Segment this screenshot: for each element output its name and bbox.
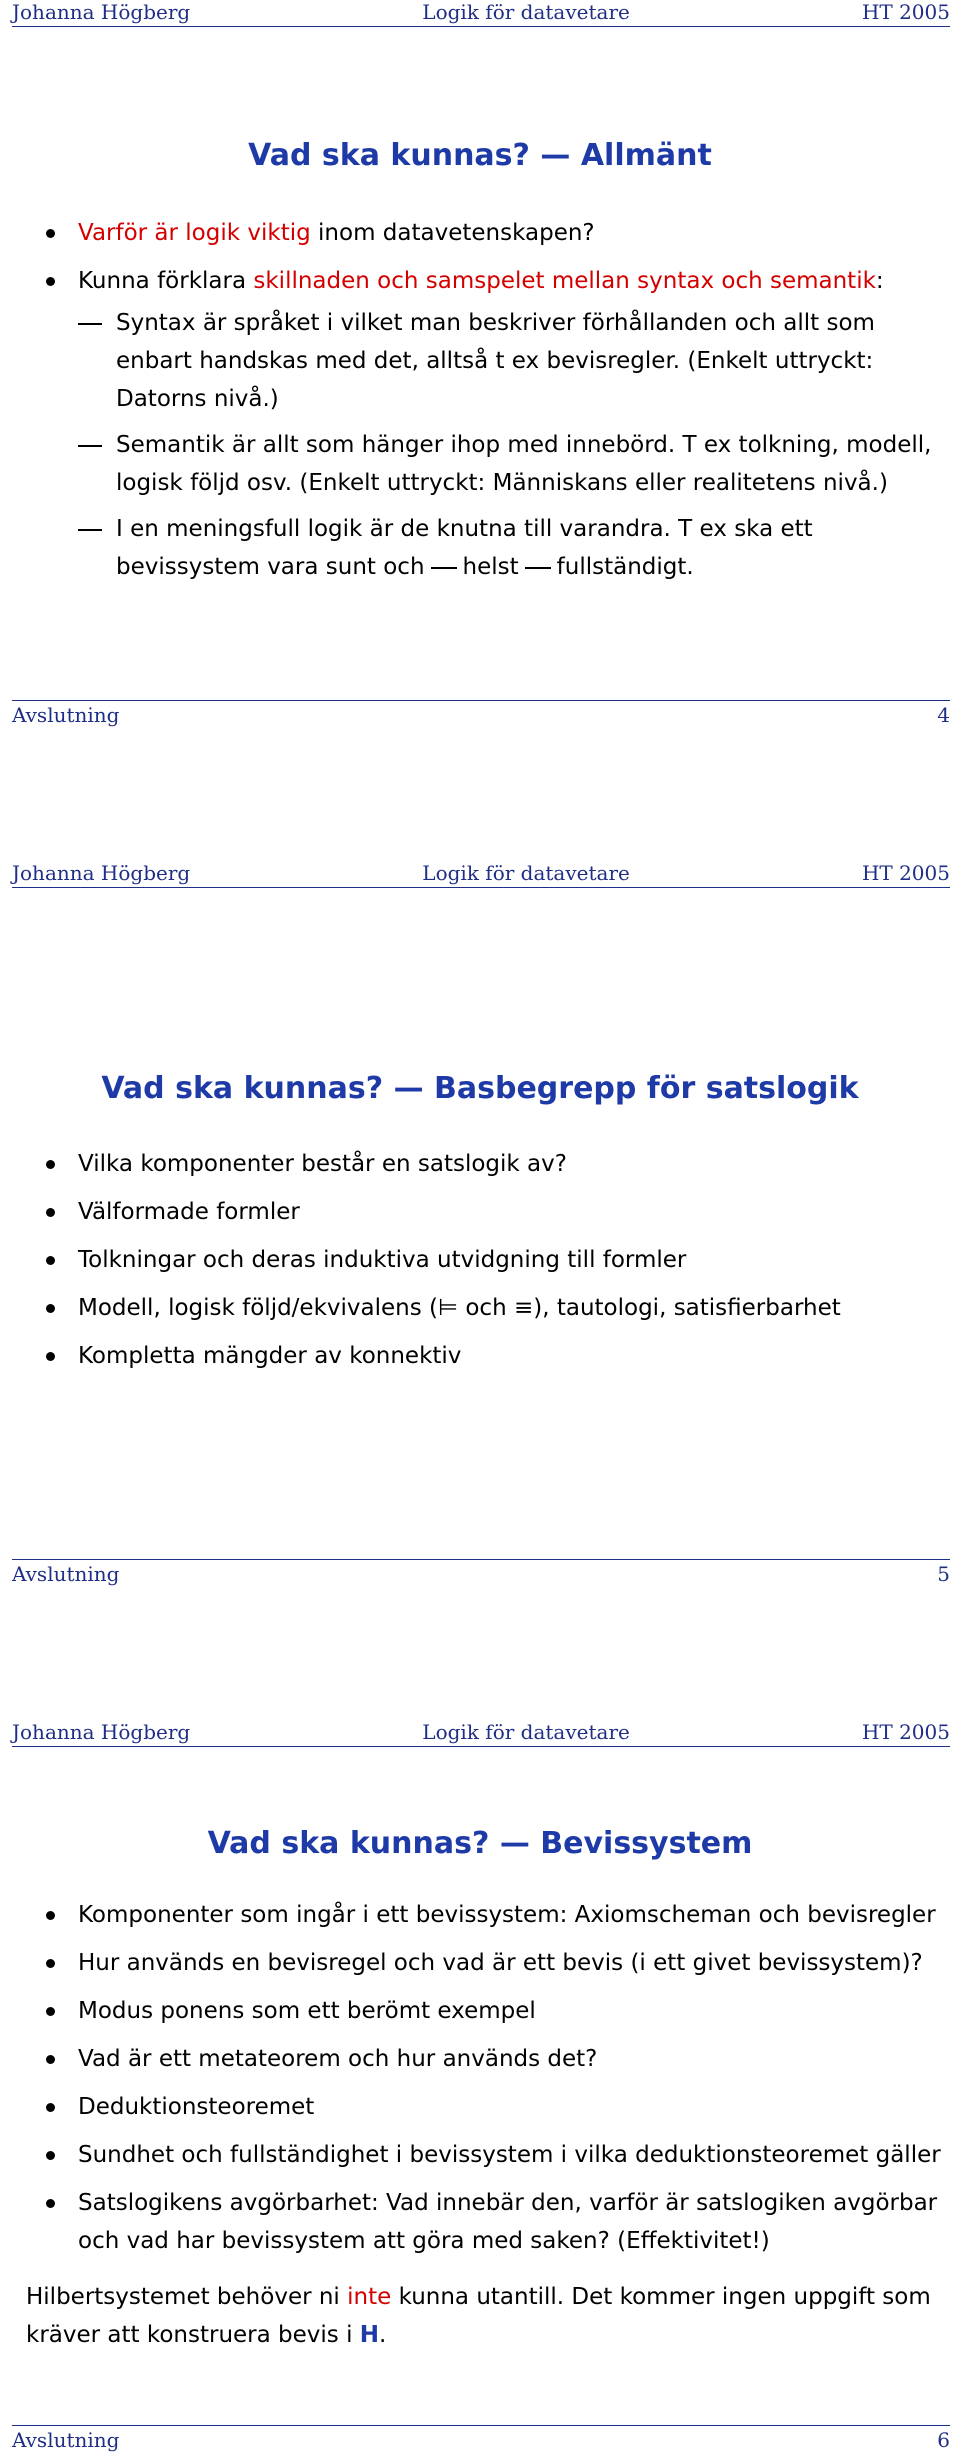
footer-section: Avslutning [12,2428,120,2452]
list-item: Vad är ett metateorem och hur används det? [40,2040,946,2078]
header-course: Logik för datavetare [422,1720,630,1744]
page-number: 5 [937,1562,950,1586]
slide-footer [12,700,950,727]
slide-5 [0,861,960,1722]
slide-header [12,1720,950,1747]
sub-item: I en meningsfull logik är de knutna till varandra. T ex ska ett bevissystem vara sunt och helst fullständigt. [78,510,940,586]
slide-footer [12,1559,950,1586]
slide-title: Vad ska kunnas? — Allmänt [248,138,712,173]
slide-header [12,0,950,27]
slide-6 [0,1720,960,2459]
page-number: 4 [937,703,950,727]
list-item: Tolkningar och deras induktiva utvidgning till formler [40,1241,940,1279]
bullet-list [40,214,940,596]
footer-section: Avslutning [12,1562,120,1586]
slide-title: Vad ska kunnas? — Basbegrepp för satslogik [101,1071,859,1106]
slide-title: Vad ska kunnas? — Bevissystem [207,1826,753,1861]
list-item: Deduktionsteoremet [40,2088,946,2126]
list-item: Vilka komponenter består en satslogik av? [40,1145,940,1183]
dash-glyph [431,567,457,569]
sub-list [78,304,940,586]
list-item: Komponenter som ingår i ett bevissystem: Axiomscheman och bevisregler [40,1896,946,1934]
list-item: Modus ponens som ett berömt exempel [40,1992,946,2030]
header-author: Johanna Högberg [12,861,191,885]
list-item: Kunna förklara skillnaden och samspelet mellan syntax och semantik: Syntax är språket i vilket man beskriver förhållanden och allt som enbart handskas med det, alltså t ex bevisregler. (Enkelt uttryckt: Datorns nivå.) Semantik är allt som hänger ihop med innebörd. T ex tolkning, modell, logisk följd osv. (Enkelt uttryckt: Människans eller realitetens nivå.) I en meningsfull logik är de knutna till varandra. T ex ska ett bevissystem vara sunt och helst fullständigt. [40,262,940,586]
bullet-list [40,1896,946,2270]
closing-paragraph: Hilbertsystemet behöver ni inte kunna utantill. Det kommer ingen uppgift som kräver att konstruera bevis i H. [26,2284,931,2348]
header-author: Johanna Högberg [12,0,191,24]
page-number: 6 [937,2428,950,2452]
header-term: HT 2005 [861,1720,950,1744]
header-author: Johanna Högberg [12,1720,191,1744]
list-item: Sundhet och fullständighet i bevissystem i vilka deduktionsteoremet gäller [40,2136,946,2174]
equivalence-symbol: ≡ [513,1295,534,1321]
sub-item: Semantik är allt som hänger ihop med innebörd. T ex tolkning, modell, logisk följd osv. (Enkelt uttryckt: Människans eller realitetens nivå.) [78,426,940,502]
header-term: HT 2005 [861,0,950,24]
footer-section: Avslutning [12,703,120,727]
list-item: Modell, logisk följd/ekvivalens (⊨ och ≡), tautologi, satisfierbarhet [40,1289,940,1327]
list-item: Varför är logik viktig inom datavetenskapen? [40,214,940,252]
list-item: Välformade formler [40,1193,940,1231]
models-symbol: ⊨ [438,1295,459,1321]
header-term: HT 2005 [861,861,950,885]
list-item: Hur används en bevisregel och vad är ett bevis (i ett givet bevissystem)? [40,1944,946,1982]
slide-header [12,861,950,888]
sub-item: Syntax är språket i vilket man beskriver förhållanden och allt som enbart handskas med det, alltså t ex bevisregler. (Enkelt uttryckt: Datorns nivå.) [78,304,940,418]
header-course: Logik för datavetare [422,861,630,885]
dash-glyph [525,567,551,569]
slide-4 [0,0,960,861]
bullet-list [40,1145,940,1385]
list-item: Kompletta mängder av konnektiv [40,1337,940,1375]
list-item: Satslogikens avgörbarhet: Vad innebär den, varför är satslogiken avgörbar och vad har bevissystem att göra med saken? (Effektivitet!) [40,2184,946,2260]
slide-footer [12,2425,950,2452]
header-course: Logik för datavetare [422,0,630,24]
